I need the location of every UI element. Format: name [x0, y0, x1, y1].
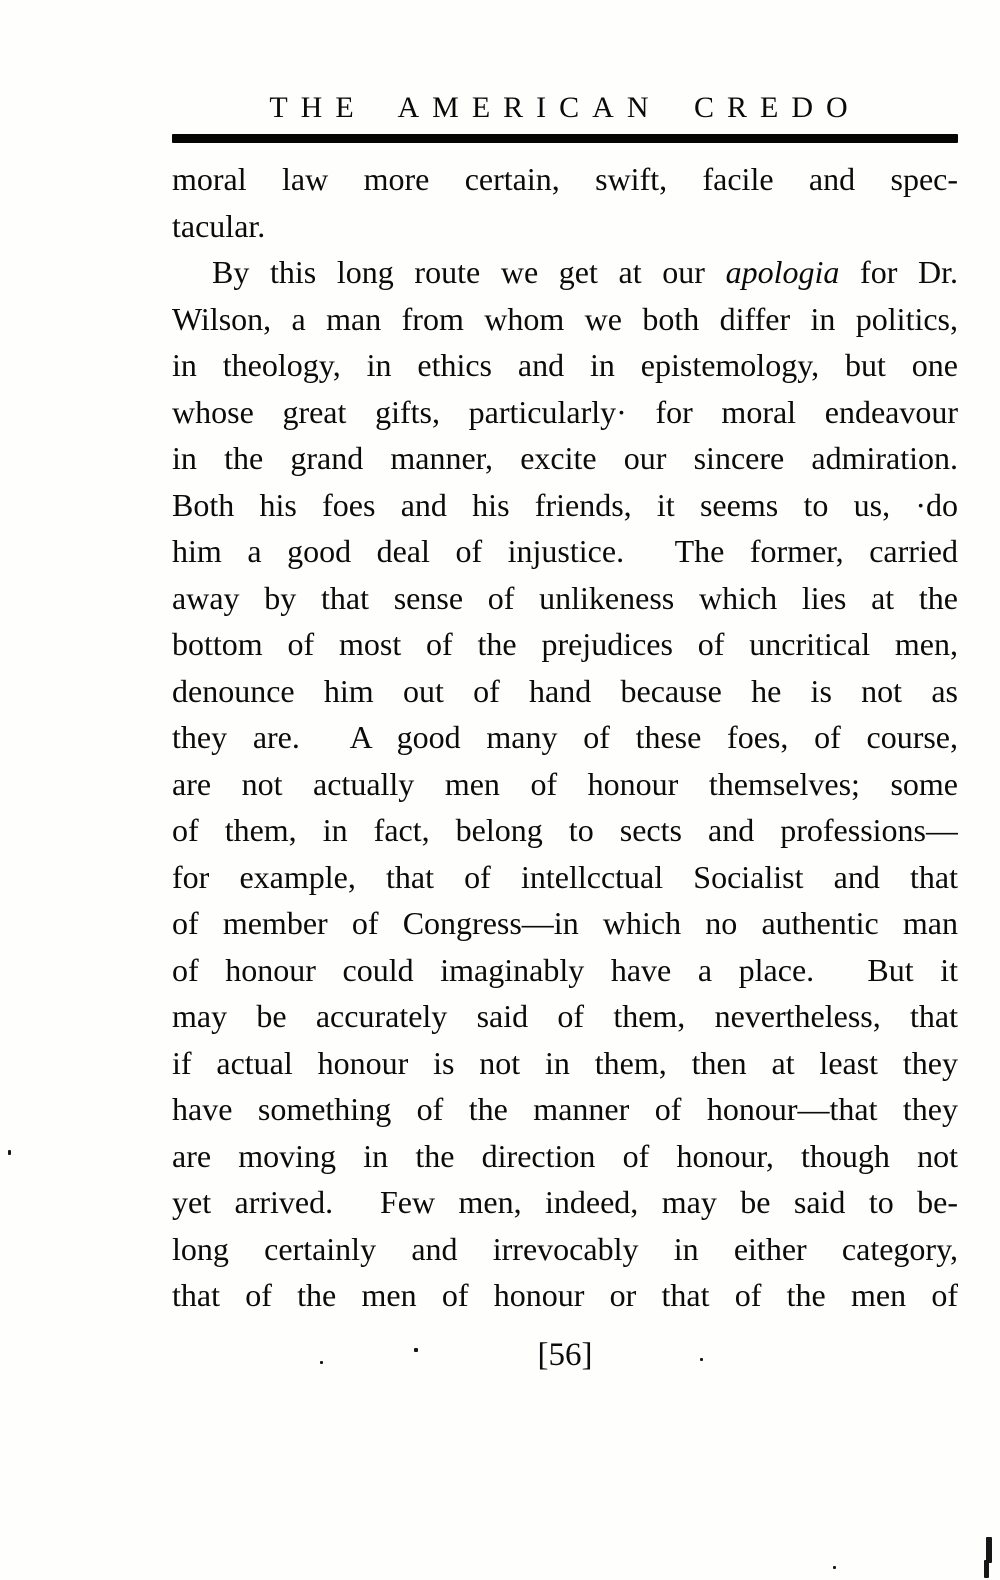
text-segment: are not actually men of honour themselves; some	[172, 765, 958, 802]
text-segment: have something of the manner of honour—that they	[172, 1091, 958, 1127]
running-header-title: THE AMERICAN CREDO	[269, 91, 861, 124]
text-segment: they are. A good many of these foes, of course,	[172, 719, 958, 755]
text-segment: may be accurately said of them, nevertheless, that	[172, 998, 958, 1034]
text-line	[172, 761, 958, 808]
text-segment: away by that sense of unlikeness which lies at the	[172, 579, 958, 616]
text-segment: denounce him out of hand because he is not as	[172, 672, 958, 709]
text-segment: of honour could imaginably have a place. But it	[172, 951, 958, 988]
text-line	[172, 482, 958, 529]
text-segment: yet arrived. Few men, indeed, may be said to be-	[172, 1184, 958, 1220]
text-line	[172, 575, 958, 622]
page-number: [56]	[537, 1336, 593, 1373]
scan-artifact	[984, 1560, 989, 1578]
text-line	[172, 900, 958, 947]
scan-artifact	[414, 1348, 418, 1352]
text-line	[172, 528, 958, 575]
text-segment: moral law more certain, swift, facile and spec-	[172, 161, 958, 197]
scan-artifact	[8, 1150, 11, 1155]
text-line	[172, 947, 958, 994]
scan-artifact	[320, 1361, 323, 1364]
text-segment: Wilson, a man from whom we both differ in politics,	[172, 300, 958, 337]
text-line	[172, 668, 958, 715]
header-rule	[172, 134, 958, 143]
text-segment: for Dr.	[839, 254, 958, 290]
text-line	[172, 389, 958, 436]
scan-artifact	[700, 1358, 703, 1361]
text-line	[172, 993, 958, 1040]
text-line	[172, 1179, 958, 1226]
text-segment: of member of Congress—in which no authentic man	[172, 905, 958, 941]
text-segment: if actual honour is not in them, then at least they	[172, 1044, 958, 1081]
text-segment: for example, that of intellcctual Socialist and that	[172, 858, 958, 895]
text-segment: him a good deal of injustice. The former, carried	[172, 533, 958, 569]
scan-artifact	[833, 1566, 836, 1569]
text-line	[172, 435, 958, 482]
text-segment: whose great gifts, particularly· for moral endeavour	[172, 393, 958, 430]
text-line	[172, 807, 958, 854]
text-segment: that of the men of honour or that of the men of	[172, 1277, 958, 1313]
text-segment: in theology, in ethics and in epistemology, but one	[172, 347, 958, 383]
text-line	[172, 1086, 958, 1133]
text-line	[172, 1040, 958, 1087]
text-segment: of them, in fact, belong to sects and professions—	[172, 812, 958, 848]
text-line	[172, 342, 958, 389]
italic-text: apologia	[725, 254, 840, 290]
text-line	[172, 714, 958, 761]
text-segment: bottom of most of the prejudices of uncritical men,	[172, 626, 958, 662]
text-line	[172, 203, 958, 250]
text-line	[172, 249, 958, 296]
text-column	[172, 88, 958, 1378]
text-segment: in the grand manner, excite our sincere admiration.	[172, 440, 958, 476]
text-line	[172, 621, 958, 668]
text-line	[172, 854, 958, 901]
text-segment: Both his foes and his friends, it seems to us, ·do	[172, 486, 958, 523]
text-segment: By this long route we get at our	[212, 254, 726, 290]
text-block	[172, 156, 958, 1319]
text-line	[172, 1133, 958, 1180]
text-line	[172, 1226, 958, 1273]
text-line	[172, 156, 958, 203]
text-line	[172, 296, 958, 343]
text-line	[172, 1272, 958, 1319]
text-segment: are moving in the direction of honour, though not	[172, 1137, 958, 1174]
text-segment: tacular.	[172, 207, 266, 244]
text-segment: long certainly and irrevocably in either category,	[172, 1230, 958, 1267]
